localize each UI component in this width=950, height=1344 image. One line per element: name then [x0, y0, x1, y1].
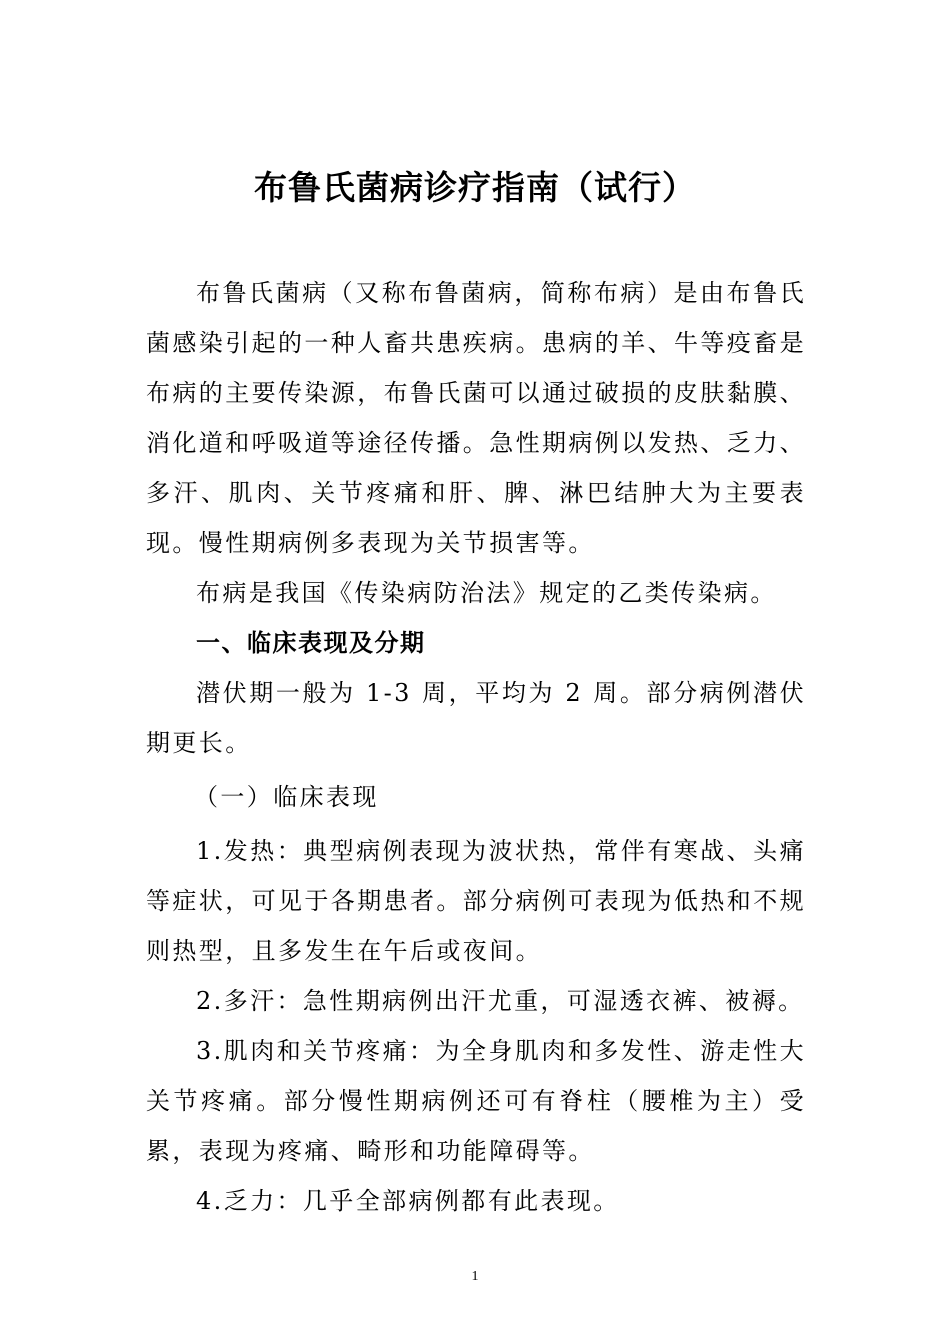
page-number: 1 — [471, 1269, 479, 1284]
item-fever: 1.发热：典型病例表现为波状热，常伴有寒战、头痛等症状，可见于各期患者。部分病例可表现为低热和不规则热型，且多发生在午后或夜间。 — [146, 837, 806, 965]
document-title: 布鲁氏菌病诊疗指南（试行） — [254, 168, 696, 207]
subsection-heading-manifestations: （一）临床表现 — [194, 783, 379, 811]
legal-status-paragraph: 布病是我国《传染病防治法》规定的乙类传染病。 — [196, 579, 777, 607]
item-joint-pain: 3.肌肉和关节疼痛：为全身肌肉和多发性、游走性大关节疼痛。部分慢性期病例还可有脊柱（腰椎为主）受累，表现为疼痛、畸形和功能障碍等。 — [146, 1037, 806, 1165]
item-fatigue: 4.乏力：几乎全部病例都有此表现。 — [196, 1187, 620, 1215]
section-heading-clinical: 一、临床表现及分期 — [196, 629, 426, 657]
item-sweating: 2.多汗：急性期病例出汗尤重，可湿透衣裤、被褥。 — [196, 987, 805, 1015]
document-body — [146, 268, 806, 1226]
intro-paragraph: 布鲁氏菌病（又称布鲁菌病，简称布病）是由布鲁氏菌感染引起的一种人畜共患疾病。患病的羊、牛等疫畜是布病的主要传染源，布鲁氏菌可以通过破损的皮肤黏膜、消化道和呼吸道等途径传播。急性期病例以发热、乏力、多汗、肌肉、关节疼痛和肝、脾、淋巴结肿大为主要表现。慢性期病例多表现为关节损害等。 — [146, 279, 806, 557]
incubation-paragraph: 潜伏期一般为 1-3 周，平均为 2 周。部分病例潜伏期更长。 — [146, 679, 806, 757]
